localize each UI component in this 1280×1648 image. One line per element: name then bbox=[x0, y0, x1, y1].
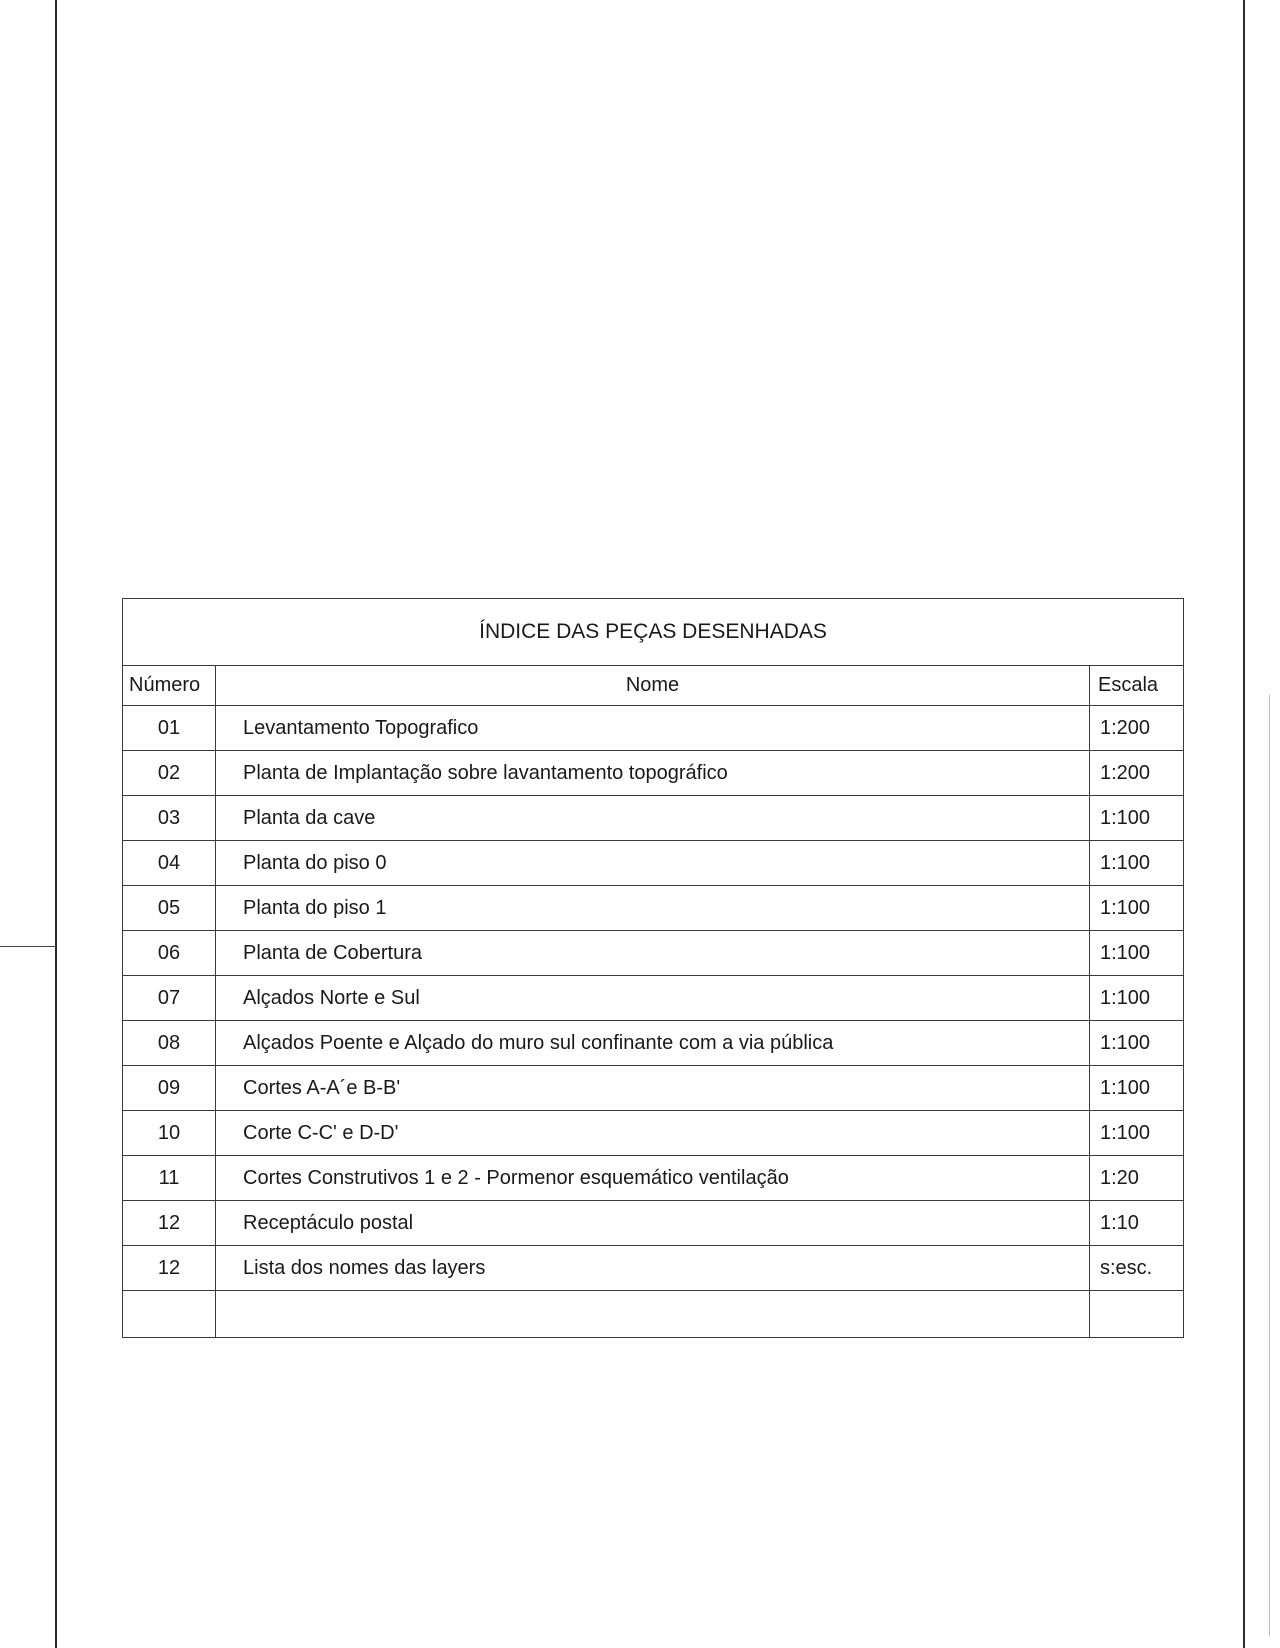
cell-numero: 08 bbox=[123, 1021, 216, 1066]
cell-escala: 1:100 bbox=[1090, 931, 1184, 976]
cell-nome: Planta da cave bbox=[216, 796, 1090, 841]
drawings-index-table bbox=[122, 598, 1184, 1338]
cell-escala bbox=[1090, 1291, 1184, 1338]
table-row bbox=[123, 706, 1184, 751]
sheet-edge-line-right bbox=[1269, 695, 1270, 1636]
cell-escala: 1:100 bbox=[1090, 796, 1184, 841]
table-title: ÍNDICE DAS PEÇAS DESENHADAS bbox=[123, 599, 1184, 666]
cell-nome: Planta do piso 0 bbox=[216, 841, 1090, 886]
cell-escala: 1:10 bbox=[1090, 1201, 1184, 1246]
cell-nome: Cortes A-A´e B-B' bbox=[216, 1066, 1090, 1111]
cell-escala: 1:100 bbox=[1090, 841, 1184, 886]
cell-numero: 09 bbox=[123, 1066, 216, 1111]
table-title-row bbox=[123, 599, 1184, 666]
cell-numero: 10 bbox=[123, 1111, 216, 1156]
table-row bbox=[123, 1201, 1184, 1246]
cell-escala: 1:100 bbox=[1090, 1066, 1184, 1111]
cell-nome: Cortes Construtivos 1 e 2 - Pormenor esquemático ventilação bbox=[216, 1156, 1090, 1201]
table-row bbox=[123, 1021, 1184, 1066]
table-row bbox=[123, 841, 1184, 886]
table-header-row bbox=[123, 666, 1184, 706]
cell-nome: Alçados Poente e Alçado do muro sul confinante com a via pública bbox=[216, 1021, 1090, 1066]
cell-numero: 05 bbox=[123, 886, 216, 931]
table-row bbox=[123, 751, 1184, 796]
cell-numero: 07 bbox=[123, 976, 216, 1021]
table-row bbox=[123, 976, 1184, 1021]
sheet-edge-line-left bbox=[0, 946, 56, 947]
cell-nome bbox=[216, 1291, 1090, 1338]
table-row bbox=[123, 886, 1184, 931]
table-row bbox=[123, 1246, 1184, 1291]
cell-nome: Levantamento Topografico bbox=[216, 706, 1090, 751]
cell-nome: Receptáculo postal bbox=[216, 1201, 1090, 1246]
cell-numero: 06 bbox=[123, 931, 216, 976]
cell-escala: 1:100 bbox=[1090, 976, 1184, 1021]
column-header-nome: Nome bbox=[216, 666, 1090, 706]
table-row bbox=[123, 1111, 1184, 1156]
column-header-numero: Número bbox=[123, 666, 216, 706]
cell-nome: Planta de Implantação sobre lavantamento topográfico bbox=[216, 751, 1090, 796]
cell-numero: 01 bbox=[123, 706, 216, 751]
table-row-empty bbox=[123, 1291, 1184, 1338]
cell-numero: 03 bbox=[123, 796, 216, 841]
cell-escala: 1:100 bbox=[1090, 1021, 1184, 1066]
cell-numero: 12 bbox=[123, 1246, 216, 1291]
cell-escala: 1:200 bbox=[1090, 706, 1184, 751]
cell-numero: 11 bbox=[123, 1156, 216, 1201]
cell-escala: 1:200 bbox=[1090, 751, 1184, 796]
cell-numero bbox=[123, 1291, 216, 1338]
cell-escala: 1:20 bbox=[1090, 1156, 1184, 1201]
cell-nome: Alçados Norte e Sul bbox=[216, 976, 1090, 1021]
cell-numero: 04 bbox=[123, 841, 216, 886]
table-row bbox=[123, 1066, 1184, 1111]
column-header-escala: Escala bbox=[1090, 666, 1184, 706]
table-row bbox=[123, 1156, 1184, 1201]
cell-nome: Lista dos nomes das layers bbox=[216, 1246, 1090, 1291]
table-row bbox=[123, 931, 1184, 976]
cell-nome: Corte C-C' e D-D' bbox=[216, 1111, 1090, 1156]
cell-escala: 1:100 bbox=[1090, 1111, 1184, 1156]
cell-nome: Planta de Cobertura bbox=[216, 931, 1090, 976]
cell-escala: s:esc. bbox=[1090, 1246, 1184, 1291]
cell-numero: 12 bbox=[123, 1201, 216, 1246]
cell-escala: 1:100 bbox=[1090, 886, 1184, 931]
table-row bbox=[123, 796, 1184, 841]
cell-numero: 02 bbox=[123, 751, 216, 796]
cell-nome: Planta do piso 1 bbox=[216, 886, 1090, 931]
